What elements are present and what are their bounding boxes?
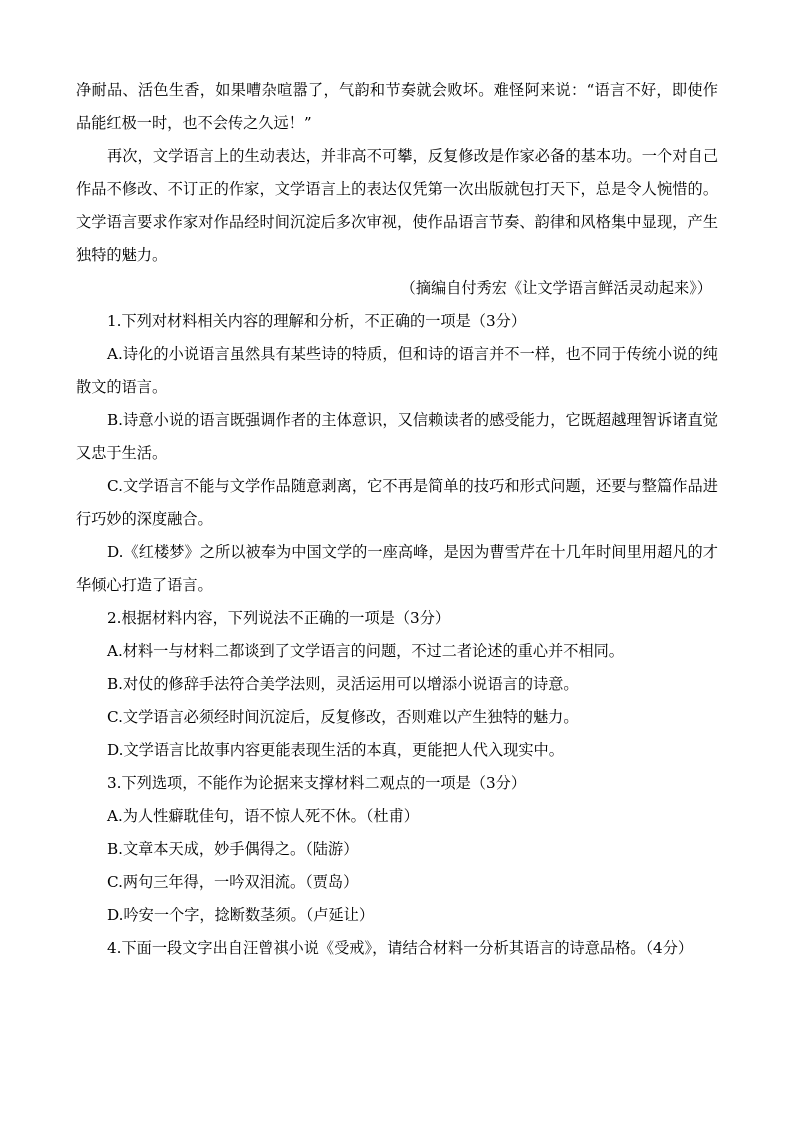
question-option-b: B.文章本天成，妙手偶得之。（陆游）: [107, 840, 359, 858]
question-option-a: A.材料一与材料二都谈到了文学语言的问题，不过二者论述的重心并不相同。: [107, 642, 624, 660]
body-paragraph-continued: 净耐品、活色生香，如果嘈杂喧嚣了，气韵和节奏就会败坏。难怪阿来说：“语言不好，即使作品能红极一时，也不会传之久远！”: [76, 81, 718, 132]
question-stem: 1.下列对材料相关内容的理解和分析，不正确的一项是（3分）: [107, 312, 527, 330]
question-option-a: A.诗化的小说语言虽然具有某些诗的特质，但和诗的语言并不一样，也不同于传统小说的纯散文的语言。: [76, 345, 718, 396]
question-1: [76, 305, 718, 602]
body-paragraph-revision: 再次，文学语言上的生动表达，并非高不可攀，反复修改是作家必备的基本功。一个对自己作品不修改、不订正的作家，文学语言上的表达仅凭第一次出版就包打天下，总是令人惋惜的。文学语言要求作家对作品经时间沉淀后多次审视，使作品语言节奏、韵律和风格集中显现，产生独特的魅力。: [76, 147, 718, 264]
document-page: [76, 74, 718, 965]
question-4: [76, 932, 718, 965]
source-citation: （摘编自付秀宏《让文学语言鲜活灵动起来》）: [400, 279, 712, 297]
question-option-d: D.文学语言比故事内容更能表现生活的本真，更能把人代入现实中。: [107, 741, 564, 759]
question-option-c: C.文学语言不能与文学作品随意剥离，它不再是简单的技巧和形式问题，还要与整篇作品进行巧妙的深度融合。: [76, 477, 718, 528]
question-option-b: B.诗意小说的语言既强调作者的主体意识，又信赖读者的感受能力，它既超越理智诉诸直觉又忠于生活。: [76, 411, 718, 462]
question-option-c: C.文学语言必须经时间沉淀后，反复修改，否则难以产生独特的魅力。: [107, 708, 579, 726]
question-2: [76, 602, 718, 767]
question-3: [76, 767, 718, 932]
question-option-b: B.对仗的修辞手法符合美学法则，灵活运用可以增添小说语言的诗意。: [107, 675, 579, 693]
question-option-a: A.为人性癖耽佳句，语不惊人死不休。（杜甫）: [107, 807, 419, 825]
question-option-d: D.《红楼梦》之所以被奉为中国文学的一座高峰，是因为曹雪芹在十几年时间里用超凡的才华倾心打造了语言。: [76, 543, 718, 594]
question-stem: 2.根据材料内容，下列说法不正确的一项是（3分）: [107, 609, 451, 627]
question-stem: 4.下面一段文字出自汪曾祺小说《受戒》，请结合材料一分析其语言的诗意品格。（4分）: [107, 939, 694, 957]
question-option-c: C.两句三年得，一吟双泪流。（贾岛）: [107, 873, 359, 891]
question-stem: 3.下列选项，不能作为论据来支撑材料二观点的一项是（3分）: [107, 774, 527, 792]
question-option-d: D.吟安一个字，捻断数茎须。（卢延让）: [107, 906, 375, 924]
